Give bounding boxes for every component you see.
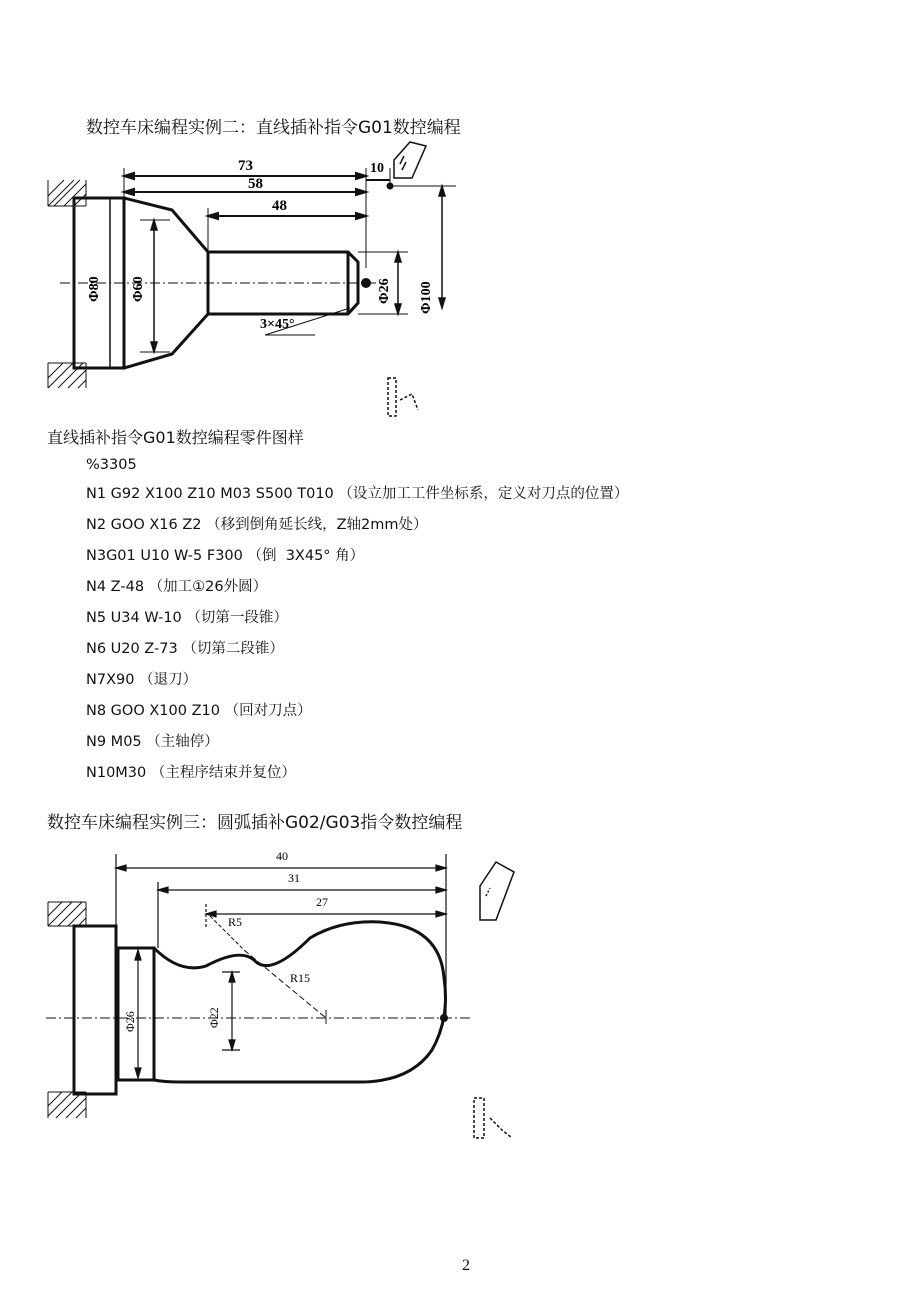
origin-point	[361, 278, 371, 288]
section-title-example-2: 数控车床编程实例二：直线插补指令G01数控编程	[86, 118, 461, 138]
dim-73: 73	[238, 158, 253, 174]
chuck-hatch-top	[48, 902, 86, 926]
length-dimensions	[116, 854, 446, 1018]
tool-icon-top	[480, 862, 514, 920]
program-line: N3G01 U10 W-5 F300 （倒 3X45° 角）	[86, 548, 365, 564]
dia-22-label: Φ22	[207, 1007, 221, 1028]
nc-program-listing	[86, 455, 628, 789]
tool-icon-top	[394, 142, 426, 178]
section-title-example-3: 数控车床编程实例三：圆弧插补G02/G03指令数控编程	[47, 813, 463, 833]
radius-r15: R15	[290, 971, 311, 985]
dim-10: 10	[370, 161, 384, 176]
program-line: N4 Z-48 （加工①26外圆）	[86, 579, 268, 595]
dia-60-label: Φ60	[131, 276, 146, 302]
figure-g01-part-drawing	[40, 138, 480, 423]
program-line: %3305	[86, 457, 137, 473]
program-line: N1 G92 X100 Z10 M03 S500 T010 （设立加工工件坐标系，定义对刀点的位置）	[86, 486, 629, 502]
program-line: N8 GOO X100 Z10 （回对刀点）	[86, 703, 312, 719]
program-line: N7X90 （退刀）	[86, 672, 198, 688]
dia-26-label: Φ26	[123, 1011, 137, 1032]
dia-26-label: Φ26	[377, 278, 392, 304]
page-number: 2	[462, 1257, 470, 1274]
dim-27: 27	[316, 895, 328, 909]
program-line: N5 U34 W-10 （切第一段锥）	[86, 610, 288, 626]
part-outline	[74, 922, 446, 1094]
radius-r5: R5	[228, 915, 243, 929]
chuck-hatch-top	[48, 180, 86, 206]
dia-80-label: Φ80	[87, 276, 102, 302]
program-line: N6 U20 Z-73 （切第二段锥）	[86, 641, 284, 657]
diameter-dimensions	[135, 950, 240, 1078]
radius-leaders	[210, 916, 326, 1024]
dim-31: 31	[288, 871, 300, 885]
dim-48: 48	[272, 198, 287, 214]
tool-icon-bottom	[474, 1098, 512, 1138]
program-line: N2 GOO X16 Z2 （移到倒角延长线，Z轴2mm处）	[86, 517, 428, 533]
figure-caption-g01: 直线插补指令G01数控编程零件图样	[47, 428, 304, 447]
tool-icon-bottom	[388, 378, 418, 416]
dia-100-label: Φ100	[419, 281, 434, 314]
program-line: N10M30 （主程序结束并复位）	[86, 765, 296, 781]
origin-point	[440, 1014, 448, 1022]
tool-point	[387, 183, 394, 190]
figure-g02-g03-part-drawing	[40, 838, 530, 1148]
program-line: N9 M05 （主轴停）	[86, 734, 219, 750]
dim-58: 58	[248, 176, 263, 192]
chamfer-label: 3×45°	[260, 317, 295, 332]
dim-40: 40	[276, 849, 288, 863]
chuck-hatch-bottom	[48, 1092, 86, 1118]
